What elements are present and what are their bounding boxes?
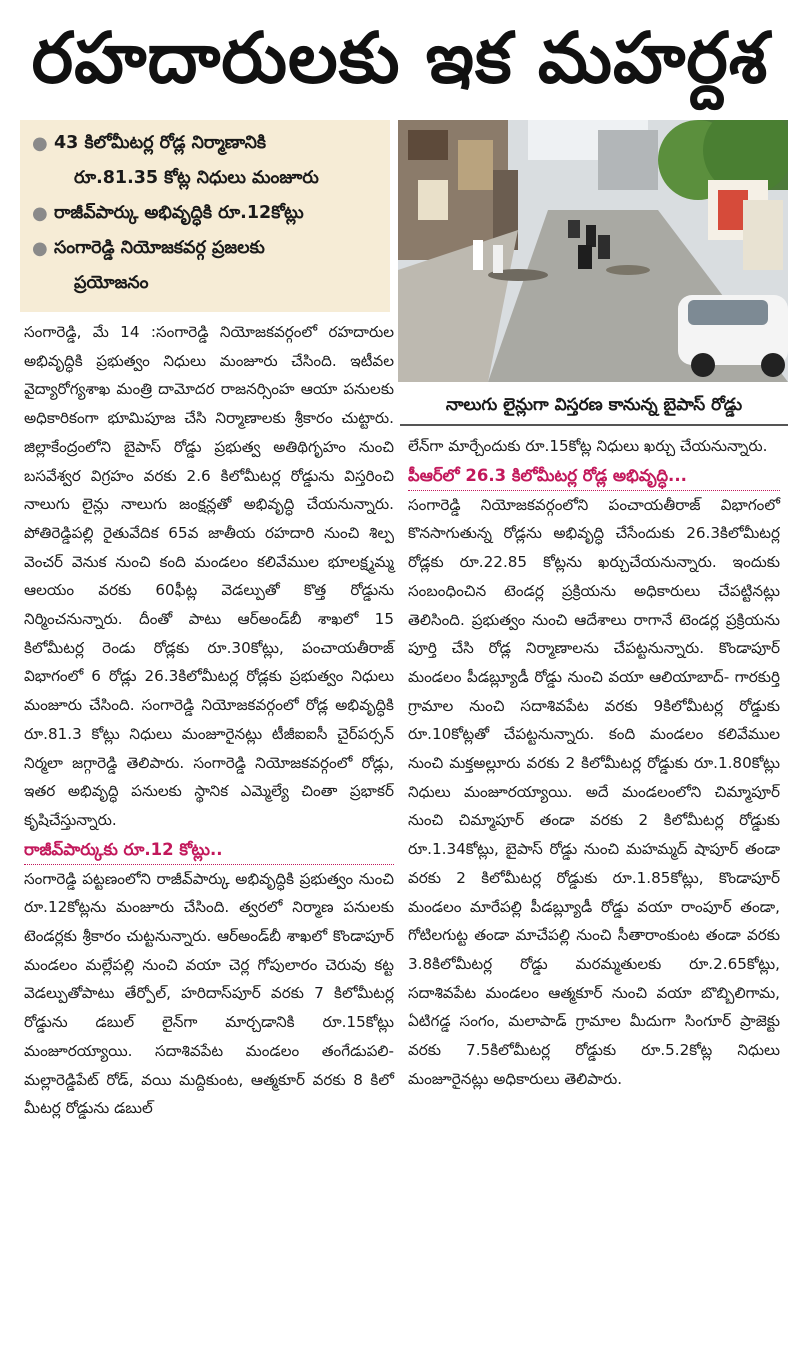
- highlight-line: ప్రయోజనం: [74, 273, 149, 293]
- bullet-icon: ●: [32, 203, 48, 224]
- article-paragraph: సంగారెడ్డి నియోజకవర్గంలోని పంచాయతీరాజ్ విభాగంలో కొనసాగుతున్న రోడ్లను అభివృద్ధి చేసేందుకు 26.3కిలోమీటర్ల రోడ్లకు రూ.22.85 కోట్లను ఖర్చుచేయనున్నారు. ఇందుకు సంబంధించిన టెండర్ల ప్రక్రియను అధికారులు చేపట్టినట్లు తెలిసింది. ప్రభుత్వం నుంచి ఆదేశాలు రాగానే టెండర్ల ప్రక్రియను పూర్తి చేసి రోడ్ల నిర్మాణాలను చేపట్టనున్నారు. కొండాపూర్ మండలం పీడబ్ల్యూడీ రోడ్డు నుంచి వయా ఆలియాబాద్- గారకుర్తి గ్రామాల నుంచి సదాశివపేట వరకు 9కిలోమీటర్ల రోడ్డుకు రూ.10కోట్లతో చేపట్టనున్నారు. కంది మండలం కలివేముల నుంచి మక్తఅల్లూరు వరకు 2 కిలోమీటర్ల రోడ్డుకు రూ.1.80కోట్లు నిధులు మంజూరయ్యాయి. అదే మండలంలోని చిమ్మాపూర్ నుంచి చిమ్మాపూర్ తండా వరకు 2 కిలోమీటర్ల రోడ్డుకు రూ.1.34కోట్లు, బైపాస్ రోడ్డు నుంచి మహమ్మద్ షాపూర్ తండా వరకు 2 కిలోమీటర్ల రోడ్డుకు రూ.1.85కోట్లు, కొండాపూర్ మండలం మారేపల్లి పీడబ్ల్యూడీ రోడ్డు వయా రాంపూర్ తండా, గోటిలగుట్ట తండా మాచేపల్లి నుంచి సీతారాంకుంట తండా వరకు 3.8కిలోమీటర్ల రోడ్డు మరమ్మతులకు రూ.2.65కోట్లు, సదాశివపేట మండలం ఆత్మకూర్ నుంచి వయా బొబ్బిలిగామ, ఏటిగడ్డ సంగం, మలాపాడ్ గ్రామాల మీదుగా సింగూర్ ప్రాజెక్టు వరకు 7.5కిలోమీటర్ల రోడ్డుకు రూ.5.2కోట్ల నిధులు మంజూరైనట్లు అధికారులు తెలిపారు.: [408, 495, 780, 1088]
- bullet-icon: ●: [32, 238, 48, 259]
- highlight-line: రూ.81.35 కోట్ల నిధులు మంజూరు: [74, 168, 319, 188]
- article-subheading: రాజీవ్‌పార్కుకు రూ.12 కోట్లు..: [24, 835, 394, 865]
- highlight-item: [28, 196, 382, 231]
- highlights-box: [20, 120, 390, 312]
- photo-caption: నాలుగు లైన్లుగా విస్తరణ కానున్న బైపాస్ రోడ్డు: [400, 386, 788, 426]
- article-paragraph: లేన్‌గా మార్చేందుకు రూ.15కోట్ల నిధులు ఖర్చు చేయనున్నారు.: [408, 437, 768, 455]
- article-paragraph: సంగారెడ్డి, మే 14 :సంగారెడ్డి నియోజకవర్గంలో రహదారుల అభివృద్ధికి ప్రభుత్వం నిధులు మంజూరు చేసింది. ఇటీవల వైద్యారోగ్యశాఖ మంత్రి దామోదర రాజనర్సింహ ఆయా పనులకు అధికారికంగా భూమిపూజ చేసి నిర్మాణాలకు శ్రీకారం చుట్టారు. జిల్లాకేంద్రంలోని బైపాస్ రోడ్డు ప్రభుత్వ అతిథిగృహం నుంచి బసవేశ్వర విగ్రహం వరకు 2.6 కిలోమీటర్ల రోడ్డును విస్తరించి నాలుగు లైన్లు నాలుగు జంక్షన్లతో అభివృద్ధి చేయనున్నారు. పోతిరెడ్డిపల్లి రైతువేదిక 65వ జాతీయ రహదారి నుంచి శిల్ప వెంచర్ వెనుక నుంచి కంది మండలం కలివేముల భూలక్ష్మమ్మ ఆలయం వరకు 60ఫీట్ల వెడల్పుతో కొత్త రోడ్డును నిర్మించనున్నారు. దీంతో పాటు ఆర్‌అండ్‌బీ శాఖలో 15 కిలోమీటర్ల రెండు రోడ్లకు రూ.30కోట్లు, పంచాయతీరాజ్ విభాగంలో 6 రోడ్లు 26.3కిలోమీటర్ల రోడ్లకు ప్రభుత్వం నిధులు మంజూరు చేసింది. సంగారెడ్డి నియోజకవర్గంలో రోడ్ల అభివృద్ధికి రూ.81.3 కోట్లు నిధులు మంజూరైనట్లు టీజీఐఐసీ చైర్‌పర్సన్ నిర్మలా జగ్గారెడ్డి తెలిపారు. సంగారెడ్డి నియోజకవర్గంలో రోడ్లు, ఇతర అభివృద్ధి పనులకు స్థానిక ఎమ్మెల్యే చింతా ప్రభాకర్ కృషిచేస్తున్నారు.: [24, 323, 394, 829]
- highlight-line: సంగారెడ్డి నియోజకవర్గ ప్రజలకు: [54, 238, 265, 258]
- article-column-left: [24, 318, 394, 1123]
- highlight-item: [28, 126, 382, 196]
- road-photo: [398, 120, 788, 382]
- article-paragraph: సంగారెడ్డి పట్టణంలోని రాజీవ్‌పార్కు అభివృద్ధికి ప్రభుత్వం నుంచి రూ.12కోట్లను మంజూరు చేసింది. త్వరలో నిర్మాణ పనులకు టెండర్లకు శ్రీకారం చుట్టనున్నారు. ఆర్‌అండ్‌బీ శాఖలో కొండాపూర్ మండలం మల్లేపల్లి నుంచి వయా చెర్ల గోపులారం చెరువు కట్ట వెడల్పుతోపాటు తేర్పోల్, హరిదాస్‌పూర్ వరకు 7 కిలోమీటర్ల రోడ్డును డబుల్ లైన్‌గా మార్చడానికి రూ.15కోట్లు మంజూరయ్యాయి. సదాశివపేట మండలం తంగేడుపలి-మల్లారెడ్డిపేట్ రోడ్, వయి మద్దికుంట, ఆత్మకూర్ వరకు 8 కిలో మీటర్ల రోడ్డును డబుల్: [24, 869, 394, 1118]
- headline: రహదారులకు ఇక మహర్దశ: [31, 17, 769, 99]
- highlight-item: [28, 231, 382, 301]
- highlight-line: 43 కిలోమీటర్ల రోడ్ల నిర్మాణానికి: [54, 133, 266, 153]
- bullet-icon: ●: [32, 133, 48, 154]
- highlight-line: రాజీవ్‌పార్కు అభివృద్ధికి రూ.12కోట్లు: [54, 203, 304, 223]
- article-subheading: పీఆర్‌లో 26.3 కిలోమీటర్ల రోడ్ల అభివృద్ధి...: [408, 461, 780, 491]
- road-photo-illustration: [398, 120, 788, 382]
- article-column-right: [408, 432, 780, 1093]
